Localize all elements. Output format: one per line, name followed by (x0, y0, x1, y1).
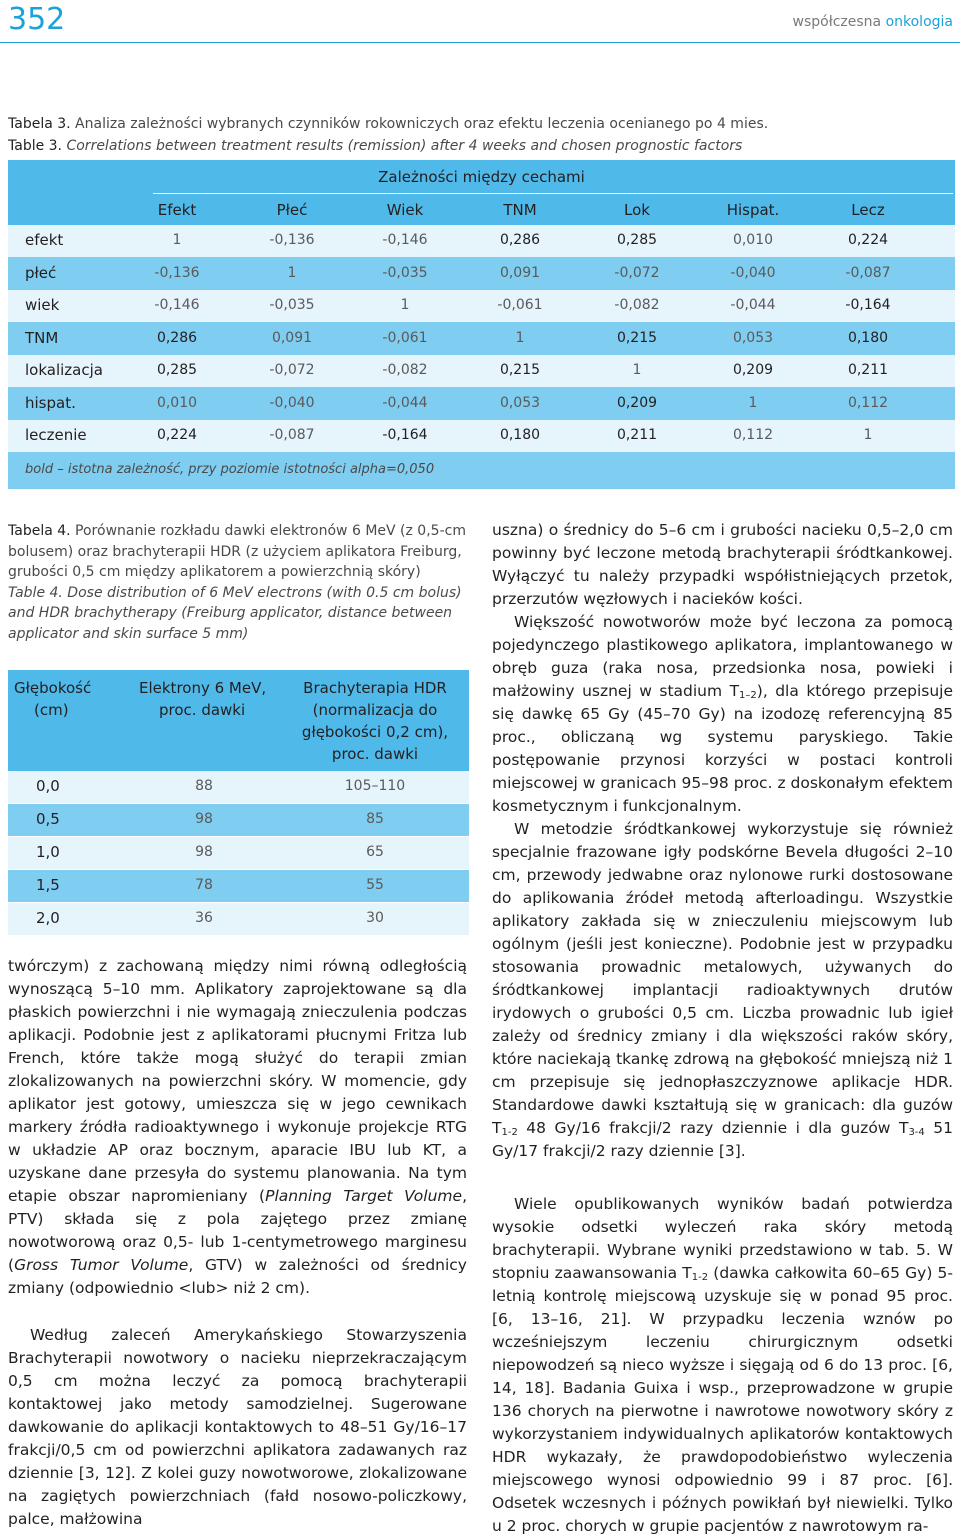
right-p3-text-a: W metodzie śródtkankowej wykorzystuje się również specjalnie frazowane igły podskórne Bevela długości 2–10 cm, przewody jedwabne oraz nylonowe rurki dostosowane do aplikowania źródeł metodą afterloadingu. Wszystkie aplikatory zakłada się w znieczuleniu miejscowym lub ogólnym (jeśli jest konieczne). Podobnie jest w przypadku stosowania prowadnic metalowych, używanych do śródtkankowej implantacji radioaktywnych drutów irydowych o grubości 0,5 cm. Liczba prowadnic lub igieł zależy od średnicy zmiany i dla większości raków skóry, które naciekają tkankę zdrową na głębokość mniejszą niż 1 cm przepisuje się jednopłaszczyznowe aplikacje HDR. Standardowe dawki kształtują się w granicach: dla guzów T (492, 820, 953, 1137)
table3-row-label: wiek (25, 296, 60, 314)
table3-cell: -0,164 (382, 427, 428, 443)
table3-cell: 0,285 (156, 362, 198, 378)
table3-title-pl: Analiza zależności wybranych czynników rokowniczych oraz efektu leczenia ocenianego po 4 mies. (70, 116, 769, 132)
table3-col-header: Efekt (157, 201, 197, 219)
left-p1-italic-ptv: Planning Target Volume (265, 1187, 463, 1205)
table3-cell: 0,091 (271, 329, 313, 346)
right-p3-text-c: 51 Gy/17 frakcji/2 razy dziennie [3]. (492, 1119, 953, 1160)
right-paragraph-2 (492, 611, 953, 818)
table4-depth-cell: 1,5 (36, 876, 60, 894)
left-p1-text-a: twórczym) z zachowaną między nimi równą odległością wynoszącą 5–10 mm. Aplikatory zaprojektowane są dla płaskich powierzchni i nie wymagają znieczulenia podczas aplikacji. Podobnie jest z aplikatorami płucnymi Fritza lub French, które także mogą służyć do terapii zmian zlokalizowanych na powierzchni skóry. W momencie, gdy aplikator jest gotowy, umieszcza się w jego cewnikach markery źródła radioaktywnego i wykonuje projekcje RTG w układzie AP oraz bocznym, aparacie IBU lub KT, a uzyskane dane przesyła do systemu planowania. Na tym etapie obszar napromieniany ( (8, 957, 467, 1205)
table4-header-electrons-line2: proc. dawki (159, 701, 246, 719)
table4-depth-cell: 1,0 (36, 843, 60, 861)
table3-cell: 0,211 (847, 362, 889, 378)
table3-cell: -0,044 (730, 297, 776, 313)
left-text-column (8, 955, 467, 1531)
table4-row (8, 771, 469, 803)
table3-cell: 0,010 (732, 232, 774, 248)
table3-cell: 0,112 (732, 427, 774, 443)
table4-electrons-cell: 88 (195, 778, 213, 794)
table4-electrons-cell: 98 (195, 844, 213, 860)
table4-hdr-cell: 55 (366, 877, 384, 893)
table3-caption-pl (8, 113, 958, 135)
table4-row (8, 870, 469, 902)
right-p3-text-b: 48 Gy/16 frakcji/2 razy dziennie i dla guzów T (517, 1119, 909, 1137)
table3-row (8, 355, 955, 387)
right-p3-subscript-2: 3-4 (908, 1127, 925, 1138)
table4-title-pl: Porównanie rozkładu dawki elektronów 6 MeV (z 0,5-cm bolusem) oraz brachyterapii HDR (z użyciem aplikatora Freiburg, grubości 0,5 cm między aplikatorem a powierzchnią skóry) (8, 523, 466, 580)
table3-cell: -0,040 (269, 394, 315, 411)
table4-title-en: Dose distribution of 6 MeV electrons (with 0.5 cm bolus) and HDR brachytherapy (Freiburg applicator, distance between applicator and skin surface 5 mm) (8, 584, 462, 642)
table4-header (8, 670, 469, 771)
table4-hdr-cell: 65 (366, 844, 384, 860)
table3-cell: 0,053 (732, 329, 774, 346)
table4-row (8, 903, 469, 935)
table3-cell: -0,072 (614, 264, 660, 281)
table4-header-hdr-line2: (normalizacja do (312, 701, 438, 719)
table4-header-electrons (139, 677, 266, 721)
table4 (8, 670, 469, 937)
table4-electrons-cell: 36 (195, 910, 213, 926)
journal-name-grey: współczesna (792, 14, 886, 30)
table3-cell: -0,082 (382, 362, 428, 378)
table3-caption (8, 113, 958, 157)
table3-cell: -0,035 (269, 297, 315, 313)
right-text-column (492, 519, 953, 1538)
table3-col-header: Hispat. (726, 201, 780, 219)
table4-electrons-cell: 98 (195, 811, 213, 827)
table3-cell: 1 (632, 362, 642, 378)
right-p4-subscript: 1-2 (691, 1272, 709, 1283)
table4-row (8, 837, 469, 869)
table3-group-rule (153, 193, 953, 194)
table3-cell: 0,215 (499, 362, 541, 378)
table4-header-depth (14, 677, 91, 721)
table4-row (8, 804, 469, 836)
table3-caption-en (8, 135, 958, 157)
right-paragraph-1: uszna) o średnicy do 5–6 cm i grubości nacieku 0,5–2,0 cm powinny być leczone metodą brachyterapii śródtkankowej. Wyłączyć tu należy przypadki współistniejących przetok, przerzutów węzłowych i nacieków kości. (492, 521, 953, 608)
right-p2-text-a: Większość nowotworów może być leczona za pomocą pojedynczego plastikowego aplikatora, implantowanego w obręb guza (raka nosa, przedsionka nosa, powieki i małżowiny usznej w stadium T (492, 613, 953, 700)
table3-row (8, 225, 955, 257)
table4-header-hdr-line1: Brachyterapia HDR (303, 679, 447, 697)
table4-hdr-cell: 105–110 (344, 778, 406, 794)
table3-cell: 0,285 (616, 232, 658, 248)
table3-cell: 0,215 (616, 329, 658, 346)
table3-row-label: efekt (25, 231, 64, 249)
table3-cell: 0,010 (156, 394, 198, 411)
table3-cell: -0,082 (614, 297, 660, 313)
table3-cell: 0,209 (616, 394, 658, 411)
table3-cell: 0,224 (156, 427, 198, 443)
table3-col-header: Lecz (851, 201, 885, 219)
left-p1-text-b: , PTV) składa się z pola zajętego przez zmianę nowotworową oraz 0,5- lub 1-centymetrowego marginesu ( (8, 1187, 467, 1274)
table3-cell: -0,040 (730, 264, 776, 281)
table3-col-header: TNM (503, 201, 537, 219)
table3-cell: -0,061 (382, 329, 428, 346)
table3-row-label: hispat. (25, 393, 76, 412)
table3-row (8, 258, 955, 290)
table4-header-hdr-line3: głębokości 0,2 cm), (301, 723, 449, 741)
table3-cell: -0,146 (382, 232, 428, 248)
table4-label-en: Table 4. (8, 584, 63, 601)
table3-cell: 0,180 (847, 329, 889, 346)
journal-name (793, 14, 953, 30)
table3-cell: 0,209 (732, 362, 774, 378)
header-rule (0, 42, 960, 43)
left-paragraph-1 (8, 955, 467, 1300)
table4-caption (8, 521, 470, 644)
table3-title-en: Correlations between treatment results (remission) after 4 weeks and chosen prognostic factors (62, 138, 743, 154)
table3-cell: 1 (863, 427, 873, 443)
table3-row (8, 420, 955, 452)
table3-cell: -0,136 (154, 264, 200, 281)
right-p4-text-b: (dawka całkowita 60–65 Gy) 5-letnią kontrolę miejscową uzyskuje się w ponad 95 proc. [6, 13–16, 21]. W przypadku leczenia wznów po wcześniejszym leczeniu chirurgicznym odsetki niepowodzeń są nieco wyższe i sięgają od 6 do 13 proc. [6, 14, 18]. Badania Guixa i wsp., przeprowadzone w grupie 136 chorych na pierwotne i nawrotowe nowotwory skóry z wykorzystaniem indywidualnych aplikatorów kontaktowych HDR wykazały, że prawdopodobieństwo wyleczenia miejscowego wynosi odpowiednio 99 i 87 proc. [6]. Odsetek wczesnych i późnych powikłań był niewielki. Tylko u 2 proc. chorych w grupie pacjentów z nawrotowym ra- (492, 1264, 954, 1535)
table3-cell: -0,146 (154, 297, 200, 313)
table4-depth-cell: 0,5 (36, 810, 60, 828)
table3-cell: 1 (400, 297, 410, 313)
table4-depth-cell: 0,0 (36, 777, 60, 795)
table3-row (8, 290, 955, 322)
page-header (0, 0, 960, 42)
page-number: 352 (8, 2, 66, 37)
table3-cell: -0,164 (845, 297, 891, 313)
table3-cell: -0,044 (382, 394, 428, 411)
table3-row-label: leczenie (25, 426, 87, 444)
table3-cell: 0,224 (847, 232, 889, 248)
right-p4-text-a: Wiele opublikowanych wyników badań potwierdza wysokie odsetki wyleczeń raka skóry metodą brachyterapii. Wybrane wyniki przedstawiono w tab. 5. W stopniu zaawansowania T (492, 1195, 953, 1282)
table3-cell: 0,091 (499, 264, 541, 281)
table3-col-header: Wiek (386, 201, 424, 219)
table3-group-header: Zależności między cechami (378, 168, 585, 186)
table3-col-header: Lok (624, 201, 650, 219)
table3-label-pl: Tabela 3. (8, 116, 71, 132)
right-paragraph-4 (492, 1193, 953, 1538)
table3-cell: 0,286 (499, 232, 541, 248)
table3-label-en: Table 3. (8, 138, 63, 154)
table3-cell: -0,087 (845, 264, 891, 281)
table4-header-depth-line2: (cm) (34, 701, 69, 719)
table4-header-depth-line1: Głębokość (14, 679, 92, 697)
table3 (8, 160, 955, 489)
table4-hdr-cell: 85 (366, 811, 384, 827)
table4-header-electrons-line1: Elektrony 6 MeV, (139, 679, 267, 697)
table3-row-label: płeć (25, 263, 57, 282)
table3-cell: -0,061 (497, 297, 543, 313)
table3-cell: 1 (515, 329, 525, 346)
table3-cell: -0,136 (269, 232, 315, 248)
table3-row-label: lokalizacja (25, 361, 103, 379)
right-p3-subscript-1: 1-2 (501, 1127, 518, 1138)
table3-cell: -0,072 (269, 362, 315, 378)
table4-header-hdr (290, 677, 460, 765)
right-paragraph-3 (492, 818, 953, 1163)
table4-hdr-cell: 30 (366, 910, 384, 926)
table3-cell: 0,053 (499, 394, 541, 411)
table4-header-hdr-line4: proc. dawki (331, 745, 419, 763)
table3-header (8, 160, 955, 225)
table4-depth-cell: 2,0 (36, 909, 60, 927)
table4-label-pl: Tabela 4. (8, 523, 71, 539)
table3-row-label: TNM (25, 328, 59, 347)
table3-cell: 1 (748, 394, 758, 411)
right-p2-text-b: ), dla którego przepisuje się dawkę 65 Gy (45–70 Gy) na izodozę referencyjną 85 proc., obliczaną wg systemu paryskiego. Takie postępowanie przynosi korzyści w postaci kontroli miejscowej w granicach 95–98 proc. z doskonałym efektem kosmetycznym i funkcjonalnym. (492, 682, 953, 815)
table4-electrons-cell: 78 (195, 877, 213, 893)
left-p1-text-c: , GTV) w zależności od średnicy zmiany (odpowiednio <lub> niż 2 cm). (8, 1256, 467, 1297)
table3-cell: 0,286 (156, 329, 198, 346)
table3-row (8, 323, 955, 355)
table3-cell: 1 (172, 232, 182, 248)
table3-cell: 0,112 (847, 394, 889, 411)
table3-cell: -0,035 (382, 264, 428, 281)
table3-row (8, 388, 955, 420)
table3-cell: -0,087 (269, 427, 315, 443)
table3-cell: 0,211 (616, 427, 658, 443)
table3-cell: 1 (287, 264, 297, 281)
left-paragraph-2: Według zaleceń Amerykańskiego Stowarzyszenia Brachyterapii nowotwory o nacieku nieprzekraczającym 0,5 cm można leczyć za pomocą brachyterapii kontaktowej jako metody samodzielnej. Sugerowane dawkowanie do aplikacji kontaktowych to 48–51 Gy/16–17 frakcji/0,5 cm od powierzchni aplikatora zadawanych raz dziennie [3, 12]. Z kolei guzy nowotworowe, zlokalizowane na zagiętych powierzchniach (fałd nosowo-policzkowy, palce, małżowina (8, 1326, 467, 1528)
table3-footnote: bold – istotna zależność, przy poziomie istotności alpha=0,050 (25, 462, 435, 477)
table3-col-header: Płeć (276, 201, 308, 219)
right-p2-subscript: 1–2 (739, 690, 757, 701)
table3-cell: 0,180 (499, 427, 541, 443)
journal-name-blue: onkologia (885, 14, 953, 30)
left-p1-italic-gtv: Gross Tumor Volume (14, 1256, 189, 1274)
